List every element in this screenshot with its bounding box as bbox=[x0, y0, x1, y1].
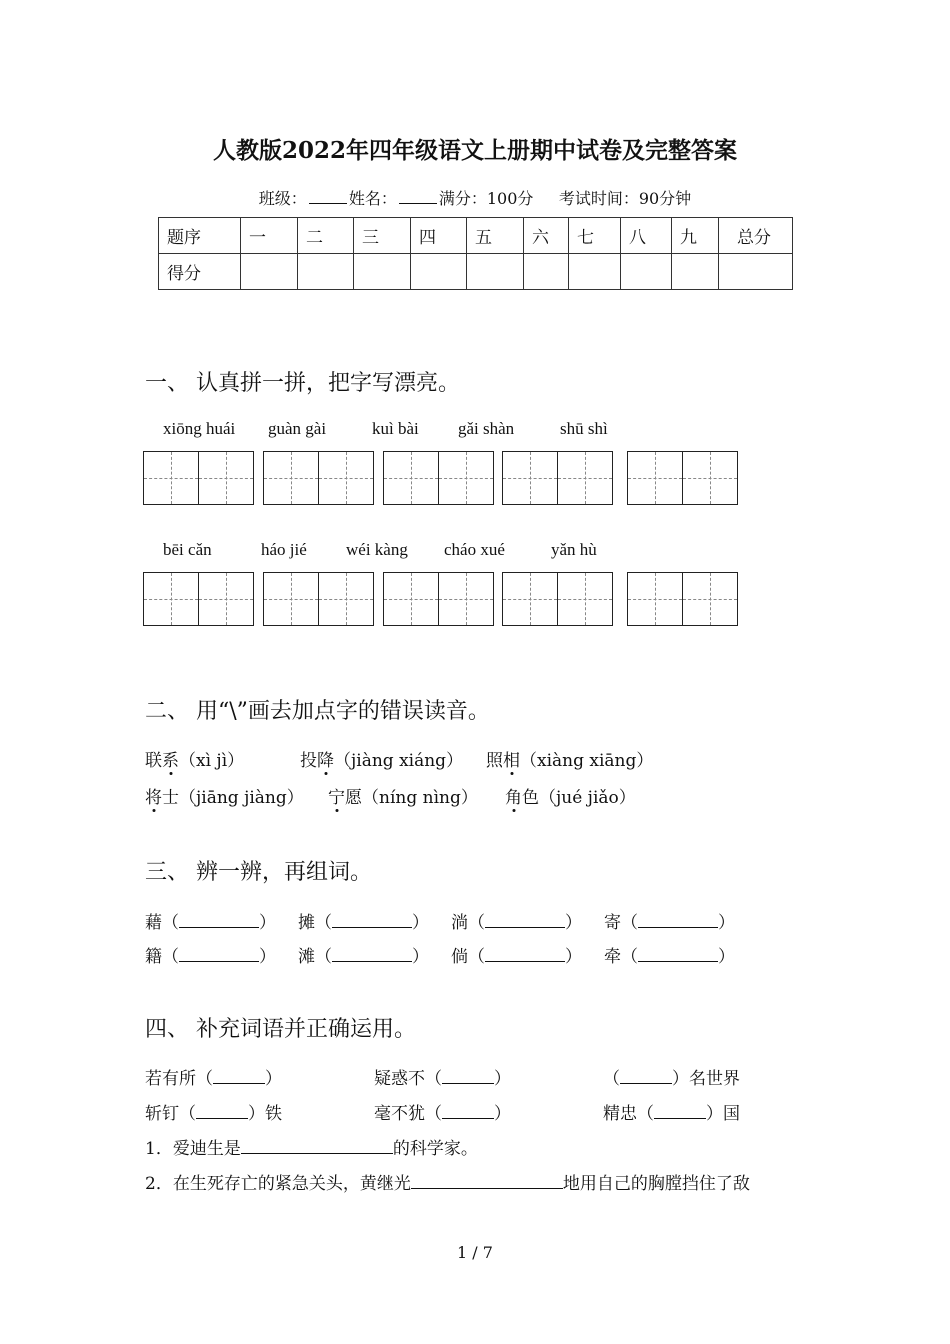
dotted-char: 相 bbox=[503, 751, 520, 771]
score-cell[interactable] bbox=[467, 254, 524, 290]
score-header-cell: 一 bbox=[241, 218, 298, 254]
writing-cell[interactable] bbox=[628, 452, 682, 504]
score-header-cell: 总分 bbox=[719, 218, 793, 254]
idiom-item: 毫不犹（ ） bbox=[374, 1104, 511, 1124]
score-header-cell: 题序 bbox=[159, 218, 241, 254]
writing-grid[interactable] bbox=[502, 572, 613, 626]
section-2-heading: 二、 用“\”画去加点字的错误读音。 bbox=[145, 699, 490, 724]
answer-blank[interactable] bbox=[332, 912, 412, 928]
word-item: 籍（ ） bbox=[145, 947, 276, 967]
reading-item: 照相（xiàng xiāng） bbox=[486, 751, 654, 771]
score-header-cell: 四 bbox=[411, 218, 467, 254]
writing-cell[interactable] bbox=[438, 452, 493, 504]
score-header-cell: 八 bbox=[621, 218, 672, 254]
dotted-char: 宁 bbox=[328, 788, 345, 808]
answer-blank[interactable] bbox=[620, 1068, 672, 1084]
score-header-cell: 七 bbox=[569, 218, 621, 254]
name-label: 姓名： bbox=[348, 189, 397, 208]
reading-options[interactable]: （jiàng xiáng） bbox=[334, 751, 464, 771]
word-item: 摊（ ） bbox=[298, 913, 429, 933]
name-blank[interactable] bbox=[399, 189, 437, 204]
pinyin-label: bēi cǎn bbox=[163, 540, 212, 559]
answer-blank[interactable] bbox=[179, 912, 259, 928]
writing-grid[interactable] bbox=[627, 451, 738, 505]
answer-blank[interactable] bbox=[442, 1103, 494, 1119]
writing-cell[interactable] bbox=[682, 573, 737, 625]
answer-blank[interactable] bbox=[638, 912, 718, 928]
class-label: 班级： bbox=[258, 189, 307, 208]
answer-blank[interactable] bbox=[654, 1103, 706, 1119]
reading-options[interactable]: （xiàng xiāng） bbox=[520, 751, 654, 771]
pinyin-label: cháo xué bbox=[444, 540, 505, 559]
writing-cell[interactable] bbox=[628, 573, 682, 625]
writing-cell[interactable] bbox=[557, 452, 612, 504]
writing-cell[interactable] bbox=[144, 452, 198, 504]
pinyin-label: háo jié bbox=[261, 540, 307, 559]
full-score: 满分：100分 bbox=[438, 189, 534, 208]
score-header-cell: 五 bbox=[467, 218, 524, 254]
writing-grid[interactable] bbox=[263, 572, 374, 626]
word-item: 淌（ ） bbox=[451, 913, 582, 933]
page-number: 1 / 7 bbox=[457, 1243, 493, 1262]
answer-blank[interactable] bbox=[638, 946, 718, 962]
answer-blank[interactable] bbox=[485, 912, 565, 928]
reading-options[interactable]: （níng nìng） bbox=[362, 788, 478, 808]
answer-blank[interactable] bbox=[332, 946, 412, 962]
reading-item: 角色（jué jiǎo） bbox=[505, 788, 636, 808]
page-title: 人教版2022年四年级语文上册期中试卷及完整答案 bbox=[212, 137, 737, 164]
score-table bbox=[158, 217, 793, 290]
dotted-char: 角 bbox=[505, 788, 522, 808]
answer-blank[interactable] bbox=[485, 946, 565, 962]
dotted-char: 将 bbox=[145, 788, 162, 808]
reading-item: 将士（jiāng jiàng） bbox=[145, 788, 304, 808]
word-item: 牵（ ） bbox=[604, 947, 735, 967]
writing-cell[interactable] bbox=[318, 452, 373, 504]
writing-cell[interactable] bbox=[384, 573, 438, 625]
writing-cell[interactable] bbox=[503, 452, 557, 504]
score-header-cell: 二 bbox=[298, 218, 354, 254]
answer-blank[interactable] bbox=[179, 946, 259, 962]
writing-grid[interactable] bbox=[143, 572, 254, 626]
reading-options[interactable]: （xì jì） bbox=[179, 751, 245, 771]
reading-item: 投降（jiàng xiáng） bbox=[300, 751, 464, 771]
writing-grid[interactable] bbox=[502, 451, 613, 505]
section-4-heading: 四、 补充词语并正确运用。 bbox=[145, 1017, 416, 1042]
pinyin-label: shū shì bbox=[560, 419, 608, 438]
word-item: 藉（ ） bbox=[145, 913, 276, 933]
exam-time: 考试时间：90分钟 bbox=[558, 189, 692, 208]
writing-grid[interactable] bbox=[383, 451, 494, 505]
score-cell[interactable] bbox=[354, 254, 411, 290]
pinyin-label: kuì bài bbox=[372, 419, 419, 438]
score-cell[interactable] bbox=[621, 254, 672, 290]
reading-options[interactable]: （jiāng jiàng） bbox=[179, 788, 304, 808]
word-item: 滩（ ） bbox=[298, 947, 429, 967]
writing-cell[interactable] bbox=[682, 452, 737, 504]
section-1-heading: 一、 认真拼一拼，把字写漂亮。 bbox=[145, 371, 460, 396]
pinyin-label: guàn gài bbox=[268, 419, 327, 438]
score-table-score-row bbox=[159, 254, 793, 290]
pinyin-label: gǎi shàn bbox=[458, 419, 515, 438]
pinyin-label: xiōng huái bbox=[163, 419, 236, 438]
writing-cell[interactable] bbox=[198, 452, 253, 504]
dotted-char: 系 bbox=[162, 751, 179, 771]
score-cell[interactable] bbox=[411, 254, 467, 290]
score-table-header-row bbox=[159, 218, 793, 254]
idiom-item: （ ）名世界 bbox=[603, 1069, 740, 1089]
answer-blank[interactable] bbox=[213, 1068, 265, 1084]
answer-blank[interactable] bbox=[411, 1173, 563, 1189]
writing-cell[interactable] bbox=[264, 573, 318, 625]
idiom-item: 疑惑不（ ） bbox=[374, 1069, 511, 1089]
score-row-label: 得分 bbox=[159, 254, 241, 290]
writing-cell[interactable] bbox=[438, 573, 493, 625]
writing-cell[interactable] bbox=[318, 573, 373, 625]
score-cell[interactable] bbox=[298, 254, 354, 290]
writing-grid[interactable] bbox=[263, 451, 374, 505]
class-blank[interactable] bbox=[309, 189, 347, 204]
section-3-heading: 三、 辨一辨，再组词。 bbox=[145, 860, 372, 885]
answer-blank[interactable] bbox=[442, 1068, 494, 1084]
question-1: 1．爱迪生是 的科学家。 bbox=[145, 1139, 478, 1159]
score-header-cell: 九 bbox=[672, 218, 719, 254]
answer-blank[interactable] bbox=[196, 1103, 248, 1119]
answer-blank[interactable] bbox=[241, 1138, 393, 1154]
writing-cell[interactable] bbox=[503, 573, 557, 625]
exam-info bbox=[0, 186, 950, 209]
score-cell[interactable] bbox=[719, 254, 793, 290]
writing-grid[interactable] bbox=[627, 572, 738, 626]
score-cell[interactable] bbox=[569, 254, 621, 290]
writing-cell[interactable] bbox=[557, 573, 612, 625]
writing-cell[interactable] bbox=[198, 573, 253, 625]
score-cell[interactable] bbox=[241, 254, 298, 290]
writing-cell[interactable] bbox=[264, 452, 318, 504]
word-item: 倘（ ） bbox=[451, 947, 582, 967]
pinyin-label: wéi kàng bbox=[346, 540, 408, 559]
writing-cell[interactable] bbox=[144, 573, 198, 625]
idiom-item: 精忠（ ）国 bbox=[603, 1104, 740, 1124]
word-item: 寄（ ） bbox=[604, 913, 735, 933]
score-cell[interactable] bbox=[672, 254, 719, 290]
question-2: 2．在生死存亡的紧急关头，黄继光 地用自己的胸膛挡住了敌 bbox=[145, 1174, 750, 1194]
dotted-char: 降 bbox=[317, 751, 334, 771]
score-header-cell: 三 bbox=[354, 218, 411, 254]
reading-item: 联系（xì jì） bbox=[145, 751, 245, 771]
writing-grid[interactable] bbox=[383, 572, 494, 626]
idiom-item: 斩钉（ ）铁 bbox=[145, 1104, 282, 1124]
reading-item: 宁愿（níng nìng） bbox=[328, 788, 478, 808]
score-header-cell: 六 bbox=[524, 218, 569, 254]
pinyin-label: yǎn hù bbox=[551, 540, 597, 559]
writing-grid[interactable] bbox=[143, 451, 254, 505]
writing-cell[interactable] bbox=[384, 452, 438, 504]
score-cell[interactable] bbox=[524, 254, 569, 290]
idiom-item: 若有所（ ） bbox=[145, 1069, 282, 1089]
reading-options[interactable]: （jué jiǎo） bbox=[539, 788, 636, 808]
